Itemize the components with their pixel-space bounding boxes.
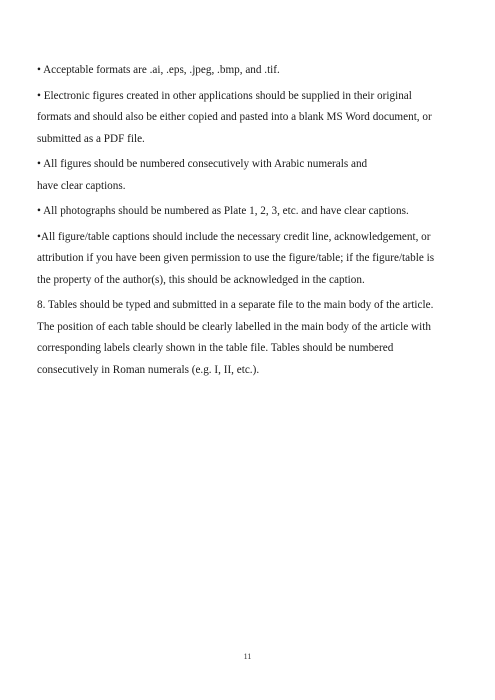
- bullet-captions-credit: [37, 227, 461, 292]
- document-body: [37, 60, 461, 381]
- text-line: 8. Tables should be typed and submitted in a separate file to the main body of the article.: [37, 299, 434, 311]
- text-line: • Electronic figures created in other applications should be supplied in their original: [37, 89, 412, 102]
- text-line: The position of each table should be clearly labelled in the main body of the article with: [37, 320, 431, 333]
- text-line: •All figure/table captions should include the necessary credit line, acknowledgement, or: [37, 230, 431, 243]
- text-line: • All photographs should be numbered as Plate 1, 2, 3, etc. and have clear captions.: [37, 205, 409, 217]
- page-number: 11: [243, 652, 252, 661]
- bullet-electronic-figures: [37, 86, 461, 151]
- text-line: consecutively in Roman numerals (e.g. I, II, etc.).: [37, 363, 260, 376]
- text-line: have clear captions.: [37, 179, 126, 192]
- text-line: attribution if you have been given permission to use the figure/table; if the figure/table is: [37, 252, 435, 264]
- bullet-figure-numbering: [37, 154, 461, 197]
- text-line: • All figures should be numbered consecutively with Arabic numerals and: [37, 158, 368, 170]
- bullet-acceptable-formats: [37, 60, 461, 82]
- item-8-tables: [37, 295, 461, 381]
- bullet-photograph-numbering: [37, 201, 461, 223]
- text-line: the property of the author(s), this should be acknowledged in the caption.: [37, 273, 365, 286]
- text-line: submitted as a PDF file.: [37, 132, 145, 145]
- text-line: corresponding labels clearly shown in the table file. Tables should be numbered: [37, 342, 394, 354]
- text-line: formats and should also be either copied and pasted into a blank MS Word document, or: [37, 111, 432, 123]
- text-line: • Acceptable formats are .ai, .eps, .jpeg, .bmp, and .tif.: [37, 64, 280, 76]
